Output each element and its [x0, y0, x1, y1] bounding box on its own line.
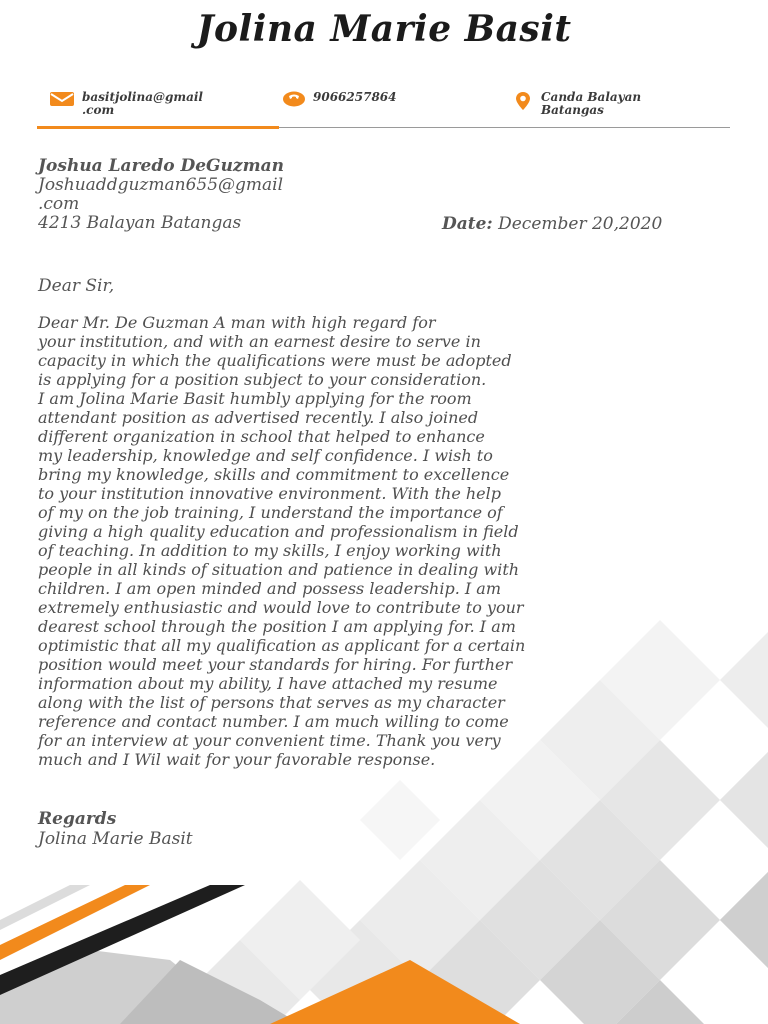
body-line: extremely enthusiastic and would love to contribute to your [38, 598, 524, 617]
body-line: giving a high quality education and professionalism in field [38, 522, 519, 541]
body-line: people in all kinds of situation and patience in dealing with [38, 560, 520, 579]
letter-body [38, 313, 738, 769]
closing-block [38, 809, 193, 849]
body-line: I am Jolina Marie Basit humbly applying for the room [38, 389, 472, 408]
envelope-icon [50, 91, 74, 111]
body-line: children. I am open minded and possess leadership. I am [38, 579, 501, 598]
email-line-1: basitjolina@gmail [82, 90, 203, 104]
body-line: information about my ability, I have attached my resume [38, 674, 498, 693]
body-line: Dear Mr. De Guzman A man with high regard for [38, 313, 436, 332]
email-contact [50, 91, 203, 117]
date-label: Date: [442, 214, 493, 234]
body-line: along with the list of persons that serves as my character [38, 693, 505, 712]
recipient-name: Joshua Laredo DeGuzman [38, 156, 284, 176]
body-line: of my on the job training, I understand the importance of [38, 503, 503, 522]
recipient-address: 4213 Balayan Batangas [38, 213, 242, 233]
body-line: optimistic that all my qualification as applicant for a certain [38, 636, 526, 655]
address-line-2: Batangas [541, 103, 604, 117]
body-line: bring my knowledge, skills and commitment to excellence [38, 465, 510, 484]
body-line: for an interview at your convenient time. Thank you very [38, 731, 501, 750]
date-line [442, 214, 662, 234]
body-line: position would meet your standards for hiring. For further [38, 655, 513, 674]
date-value: December 20,2020 [498, 214, 663, 234]
recipient-block [38, 157, 284, 233]
location-pin-icon [513, 91, 533, 115]
body-line: is applying for a position subject to your consideration. [38, 370, 487, 389]
body-line: my leadership, knowledge and self confidence. I wish to [38, 446, 493, 465]
body-line: reference and contact number. I am much willing to come [38, 712, 509, 731]
body-line: of teaching. In addition to my skills, I enjoy working with [38, 541, 502, 560]
email-line-2: .com [82, 103, 115, 117]
address-contact [513, 91, 641, 117]
body-line: dearest school through the position I am applying for. I am [38, 617, 516, 636]
phone-number: 9066257864 [313, 90, 397, 104]
closing-regards: Regards [38, 809, 117, 829]
address-line-1: Canda Balayan [541, 90, 642, 104]
body-line: your institution, and with an earnest desire to serve in [38, 332, 481, 351]
body-line: attendant position as advertised recently. I also joined [38, 408, 479, 427]
body-line: capacity in which the qualifications were must be adopted [38, 351, 512, 370]
body-line: different organization in school that helped to enhance [38, 427, 485, 446]
recipient-email-line-1: Joshuaddguzman655@gmail [38, 175, 284, 195]
body-line: much and I Wil wait for your favorable response. [38, 750, 436, 769]
signature-name: Jolina Marie Basit [38, 829, 193, 849]
header-divider-accent [37, 126, 279, 129]
recipient-email-line-2: .com [38, 194, 80, 214]
phone-contact [283, 91, 397, 111]
page-title: Jolina Marie Basit [196, 8, 572, 50]
phone-icon [283, 91, 305, 111]
body-line: to your institution innovative environment. With the help [38, 484, 502, 503]
greeting: Dear Sir, [38, 276, 115, 296]
